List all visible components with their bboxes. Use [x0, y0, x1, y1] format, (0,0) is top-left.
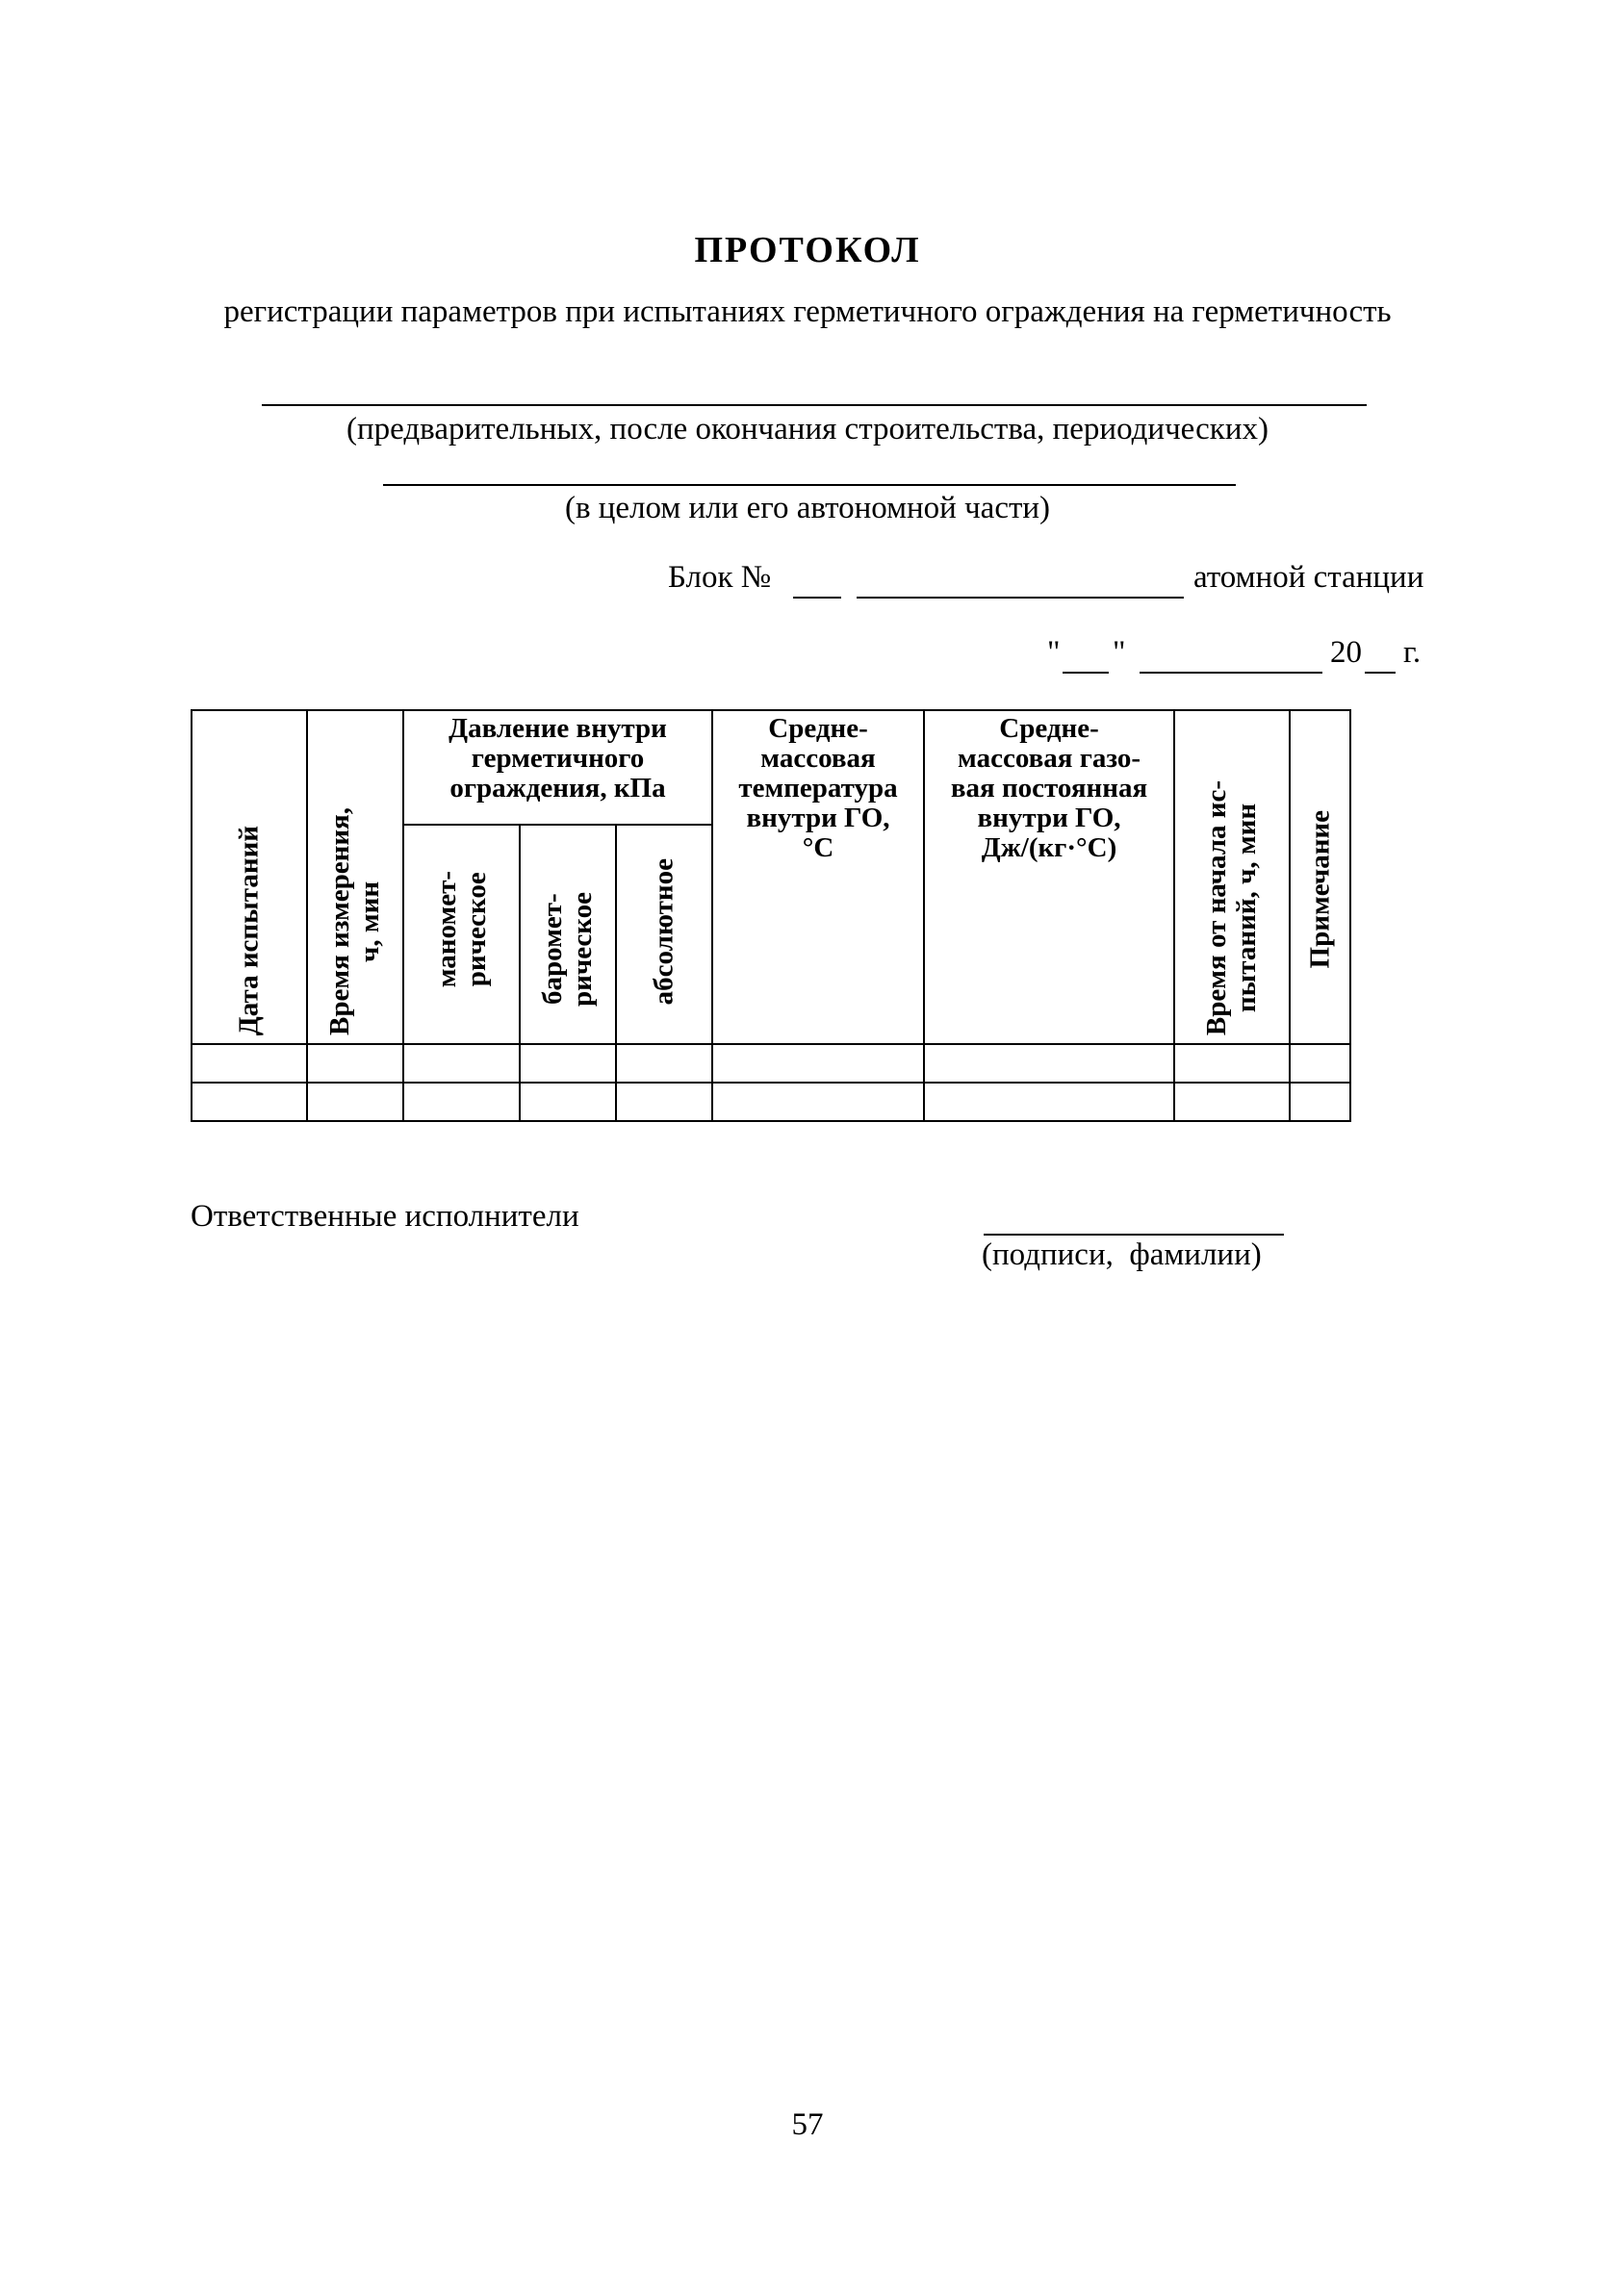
table-cell[interactable]	[924, 1083, 1174, 1121]
header-elapsed-line2: пытаний, ч, мин	[1231, 803, 1263, 1013]
document-subtitle: регистрации параметров при испытаниях герметичного ограждения на герметичность	[223, 294, 1392, 329]
table-cell[interactable]	[403, 1044, 520, 1083]
header-note-text: Примечание	[1304, 809, 1336, 968]
year-prefix: 20	[1330, 635, 1362, 670]
year-suffix: г.	[1403, 635, 1422, 670]
header-barometric-line2: рическое	[567, 892, 598, 1007]
day-fill-line[interactable]	[1063, 672, 1109, 674]
header-gas-constant-text	[925, 711, 1173, 863]
header-date-cell	[192, 710, 307, 1044]
header-note-cell	[1290, 710, 1350, 1044]
date-quote-open: "	[1047, 635, 1061, 670]
table-cell[interactable]	[520, 1083, 616, 1121]
header-date-text: Дата испытаний	[233, 825, 265, 1035]
header-barometric-line1: баромет-	[537, 893, 568, 1006]
header-temp-line1: Средне-	[768, 713, 868, 744]
block-number-fill-line[interactable]	[793, 597, 841, 599]
header-temperature-text	[713, 711, 923, 863]
header-pressure-group-text	[404, 711, 711, 804]
header-gas-line4: внутри ГО,	[977, 803, 1121, 833]
header-temp-line4: внутри ГО,	[746, 803, 890, 833]
table-cell[interactable]	[192, 1044, 307, 1083]
table-cell[interactable]	[1174, 1083, 1290, 1121]
signature-caption: (подписи, фамилии)	[982, 1237, 1262, 1272]
table-cell[interactable]	[712, 1044, 924, 1083]
table-cell[interactable]	[712, 1083, 924, 1121]
table-cell[interactable]	[616, 1083, 712, 1121]
table-cell[interactable]	[1174, 1044, 1290, 1083]
header-gas-line2: массовая газо-	[958, 743, 1141, 774]
header-gas-constant-cell	[924, 710, 1174, 1044]
table-cell[interactable]	[403, 1083, 520, 1121]
protocol-table	[191, 709, 1351, 1122]
station-name-fill-line[interactable]	[857, 597, 1184, 599]
header-gas-line3: вая постоянная	[950, 773, 1148, 804]
header-time-text	[325, 807, 385, 1035]
test-type-fill-line[interactable]	[262, 404, 1367, 406]
table-row	[192, 1044, 1350, 1083]
table-cell[interactable]	[520, 1044, 616, 1083]
header-pressure-line3: ограждения, кПа	[449, 773, 666, 804]
year-fill-line[interactable]	[1365, 672, 1396, 674]
header-absolute-text: абсолютное	[648, 857, 679, 1005]
header-manometric-line1: маномет-	[430, 870, 462, 987]
header-pressure-line1: Давление внутри	[449, 713, 667, 744]
header-manometric-text	[432, 871, 492, 987]
block-label: Блок №	[668, 560, 772, 595]
header-gas-line1: Средне-	[999, 713, 1099, 744]
header-pressure-group-cell	[403, 710, 712, 825]
header-temperature-cell	[712, 710, 924, 1044]
header-barometric-cell	[520, 825, 616, 1044]
station-label: атомной станции	[1193, 560, 1424, 595]
header-time-cell	[307, 710, 403, 1044]
table-cell[interactable]	[1290, 1083, 1350, 1121]
table-cell[interactable]	[924, 1044, 1174, 1083]
header-time-line1: Время измерения,	[324, 807, 355, 1035]
month-fill-line[interactable]	[1140, 672, 1322, 674]
header-time-line2: ч, мин	[354, 880, 385, 962]
header-gas-line5: Дж/(кг·°С)	[981, 832, 1117, 863]
header-pressure-line2: герметичного	[471, 743, 645, 774]
table-cell[interactable]	[192, 1083, 307, 1121]
table-cell[interactable]	[307, 1044, 403, 1083]
header-elapsed-cell	[1174, 710, 1290, 1044]
header-temp-line3: температура	[738, 773, 898, 804]
scope-caption: (в целом или его автономной части)	[564, 491, 1051, 525]
table-cell[interactable]	[1290, 1044, 1350, 1083]
document-title: ПРОТОКОЛ	[694, 230, 921, 270]
header-manometric-cell	[403, 825, 520, 1044]
header-temp-line5: °С	[802, 832, 834, 863]
table-cell[interactable]	[616, 1044, 712, 1083]
responsible-label: Ответственные исполнители	[191, 1199, 579, 1234]
test-type-caption: (предварительных, после окончания строительства, периодических)	[346, 412, 1269, 446]
header-elapsed-line1: Время от начала ис-	[1201, 779, 1233, 1035]
table-cell[interactable]	[307, 1083, 403, 1121]
header-barometric-text	[538, 892, 598, 1007]
table-row	[192, 1083, 1350, 1121]
header-temp-line2: массовая	[760, 743, 876, 774]
page-number: 57	[791, 2107, 824, 2142]
signature-fill-line[interactable]	[984, 1234, 1284, 1236]
date-quote-close: "	[1113, 635, 1126, 670]
scope-fill-line[interactable]	[383, 484, 1236, 486]
header-manometric-line2: рическое	[460, 871, 492, 986]
header-absolute-cell	[616, 825, 712, 1044]
header-elapsed-text	[1202, 780, 1262, 1035]
